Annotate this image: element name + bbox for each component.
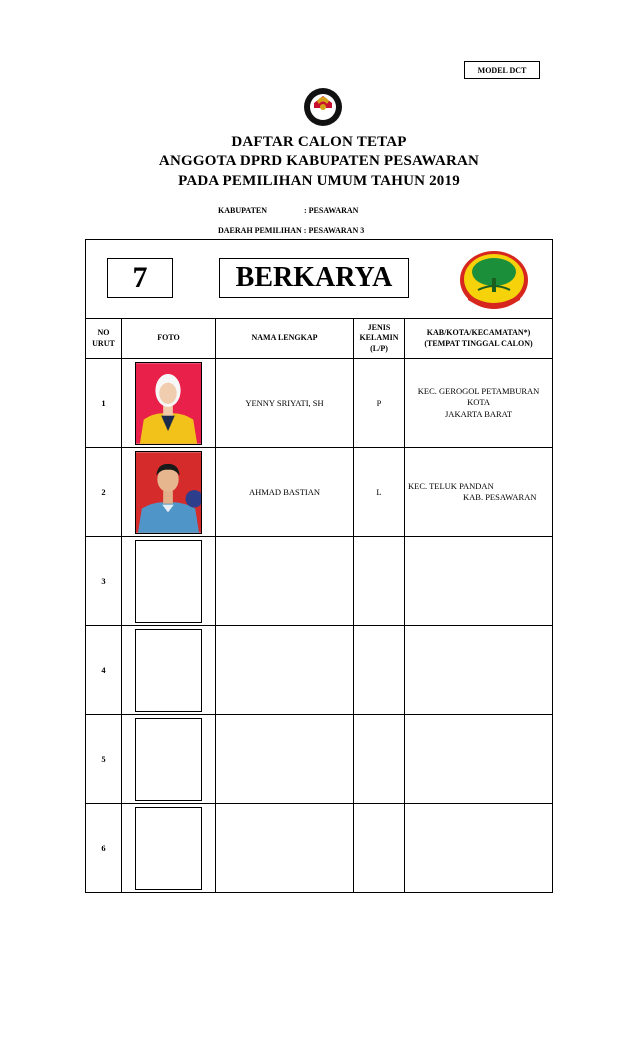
title-line-2: ANGGOTA DPRD KABUPATEN PESAWARAN — [158, 153, 480, 169]
table-row — [86, 626, 553, 715]
photo-placeholder — [135, 807, 202, 890]
candidate-name — [216, 715, 354, 804]
party-header — [86, 240, 553, 319]
row-number: 2 — [86, 448, 122, 537]
dapil-line: DAERAH PEMILIHAN : PESAWARAN 3 — [218, 226, 365, 235]
candidate-gender — [354, 626, 405, 715]
row-number: 3 — [86, 537, 122, 626]
col-jenis-kelamin: JENIS KELAMIN (L/P) — [354, 319, 405, 359]
kpu-logo — [302, 87, 344, 127]
photo-cell — [122, 715, 216, 804]
candidate-name: AHMAD BASTIAN — [216, 448, 354, 537]
kabupaten-label: KABUPATEN — [218, 206, 268, 215]
candidate-photo — [135, 451, 202, 534]
photo-placeholder — [135, 540, 202, 623]
party-number: 7 — [107, 258, 173, 298]
col-no-urut: NO URUT — [86, 319, 122, 359]
model-label: MODEL DCT — [464, 61, 540, 79]
party-logo — [458, 250, 530, 312]
candidate-address — [405, 715, 553, 804]
photo-cell — [122, 537, 216, 626]
kabupaten-value: : PESAWARAN — [304, 206, 359, 215]
candidate-address — [405, 804, 553, 893]
candidate-table — [85, 239, 553, 893]
col-alamat: KAB/KOTA/KECAMATAN*) (TEMPAT TINGGAL CALON) — [405, 319, 553, 359]
candidate-gender: P — [354, 359, 405, 448]
candidate-name: YENNY SRIYATI, SH — [216, 359, 354, 448]
candidate-address: KEC. GEROGOL PETAMBURAN KOTA JAKARTA BARAT — [405, 359, 553, 448]
photo-placeholder — [135, 629, 202, 712]
candidate-gender — [354, 715, 405, 804]
candidate-photo — [135, 362, 202, 445]
candidate-name — [216, 804, 354, 893]
table-row — [86, 448, 553, 537]
col-foto: FOTO — [122, 319, 216, 359]
photo-cell — [122, 448, 216, 537]
candidate-address — [405, 537, 553, 626]
photo-cell — [122, 359, 216, 448]
photo-cell — [122, 626, 216, 715]
table-row — [86, 715, 553, 804]
candidate-name — [216, 537, 354, 626]
row-number: 1 — [86, 359, 122, 448]
row-number: 4 — [86, 626, 122, 715]
title-line-1: DAFTAR CALON TETAP — [231, 134, 407, 150]
candidate-gender — [354, 804, 405, 893]
candidate-name — [216, 626, 354, 715]
table-row — [86, 359, 553, 448]
title-line-3: PADA PEMILIHAN UMUM TAHUN 2019 — [178, 173, 460, 189]
col-nama: NAMA LENGKAP — [216, 319, 354, 359]
photo-placeholder — [135, 718, 202, 801]
row-number: 5 — [86, 715, 122, 804]
photo-cell — [122, 804, 216, 893]
kabupaten-line — [218, 206, 358, 215]
row-number: 6 — [86, 804, 122, 893]
column-header-row — [86, 319, 553, 359]
table-row — [86, 537, 553, 626]
candidate-gender — [354, 537, 405, 626]
party-name: BERKARYA — [219, 258, 409, 298]
candidate-address: KEC. TELUK PANDAN KAB. PESAWARAN — [405, 448, 553, 537]
candidate-address — [405, 626, 553, 715]
table-row — [86, 804, 553, 893]
candidate-gender: L — [354, 448, 405, 537]
party-header-row — [86, 240, 553, 319]
